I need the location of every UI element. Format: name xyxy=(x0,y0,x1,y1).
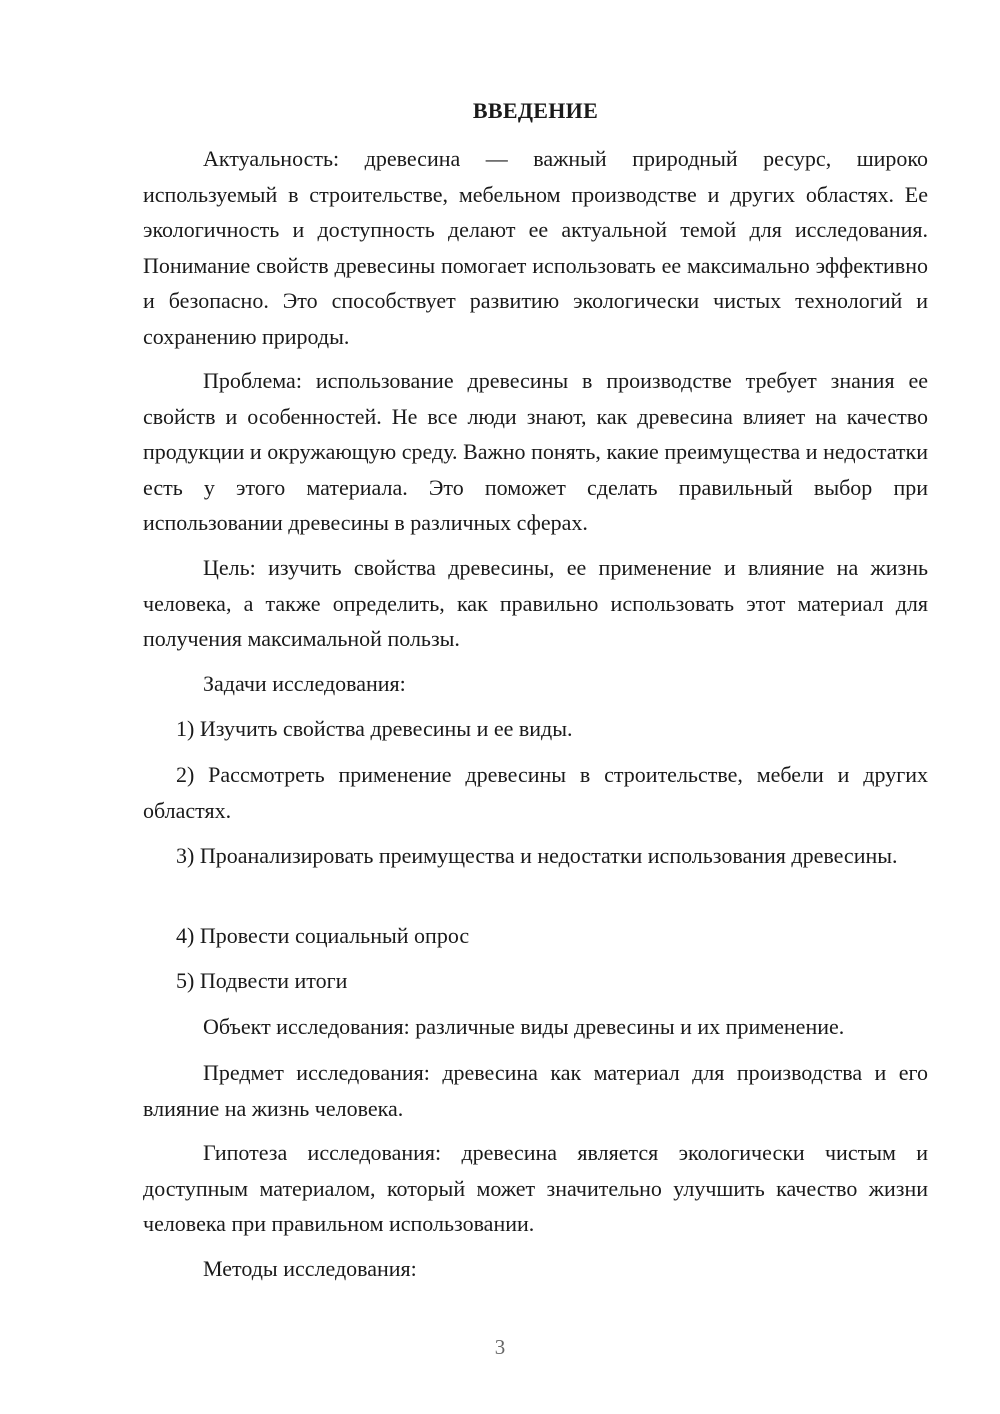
paragraph-tasks-intro: Задачи исследования: xyxy=(203,671,406,696)
paragraph-methods: Методы исследования: xyxy=(203,1256,417,1281)
task-item-5: 5) Подвести итоги xyxy=(176,968,348,993)
paragraph-problem: Проблема: использование древесины в производстве требует знания ее свойств и особенностей. Не все люди знают, как древесина влияет на качество продукции и окружающую среду. Важно понять, какие преимущества и недостатки есть у этого материала. Это поможет сделать правильный выбор при использовании древесины в различных сферах. xyxy=(143,368,928,535)
paragraph-hypothesis: Гипотеза исследования: древесина является экологически чистым и доступным материалом, который может значительно улучшить качество жизни человека при правильном использовании. xyxy=(143,1140,928,1236)
paragraph-subject: Предмет исследования: древесина как материал для производства и его влияние на жизнь человека. xyxy=(143,1060,928,1121)
page-number: 3 xyxy=(494,1335,506,1359)
task-item-2: 2) Рассмотреть применение древесины в строительстве, мебели и других областях. xyxy=(143,762,928,823)
paragraph-relevance: Актуальность: древесина — важный природный ресурс, широко используемый в строительстве, мебельном производстве и других областях. Ее экологичность и доступность делают ее актуальной темой для исследования. Понимание свойств древесины помогает использовать ее максимально эффективно и безопасно. Это способствует развитию экологически чистых технологий и сохранению природы. xyxy=(143,146,928,349)
paragraph-object: Объект исследования: различные виды древесины и их применение. xyxy=(203,1014,845,1039)
task-item-1: 1) Изучить свойства древесины и ее виды. xyxy=(176,716,573,741)
section-heading: ВВЕДЕНИЕ xyxy=(472,98,599,123)
paragraph-goal: Цель: изучить свойства древесины, ее применение и влияние на жизнь человека, а также определить, как правильно использовать этот материал для получения максимальной пользы. xyxy=(143,555,928,651)
task-item-4: 4) Провести социальный опрос xyxy=(176,923,470,948)
task-item-3: 3) Проанализировать преимущества и недостатки использования древесины. xyxy=(176,843,898,868)
